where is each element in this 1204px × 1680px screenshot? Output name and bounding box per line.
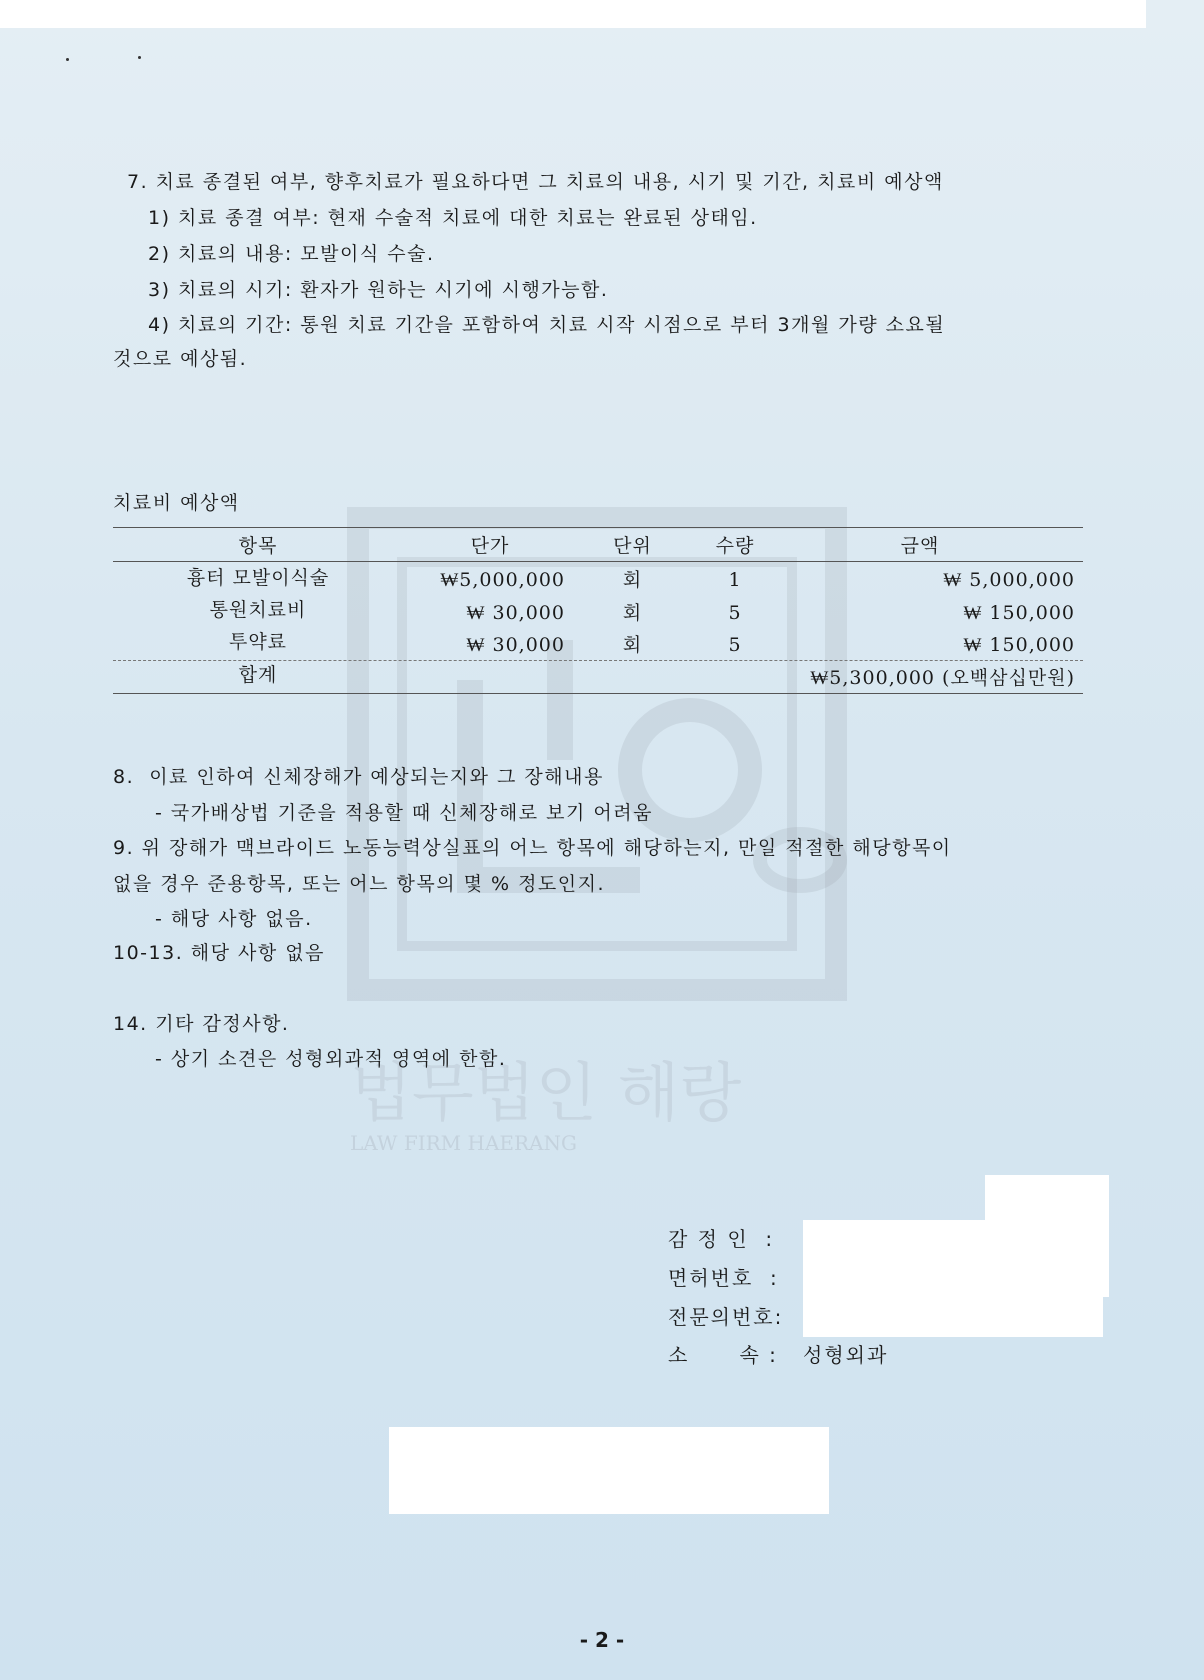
table-row-3-item: 투약료 <box>228 631 288 653</box>
table-row-3-amount: ₩ 150,000 <box>963 634 1075 656</box>
scan-speck <box>66 58 69 61</box>
table-row-2-price: ₩ 30,000 <box>466 602 565 624</box>
scan-speck <box>138 56 141 59</box>
table-row-3-qty: 5 <box>728 634 742 656</box>
affiliation-label: 소 속 : <box>668 1343 778 1367</box>
table-total-rule <box>113 660 1083 661</box>
header-amount: 금액 <box>900 535 940 557</box>
table-row-2-qty: 5 <box>728 602 742 624</box>
section8-answer: - 국가배상법 기준을 적용할 때 신체장해로 보기 어려움 <box>155 802 653 824</box>
table-row-2-amount: ₩ 150,000 <box>963 602 1075 624</box>
section9-line2: 없을 경우 준용항목, 또는 어느 항목의 몇 % 정도인지. <box>113 873 606 895</box>
section9-line1: 9. 위 장해가 맥브라이드 노동능력상실표의 어느 항목에 해당하는지, 만일 적절한 해당항목이 <box>113 837 952 859</box>
license-number-label: 면허번호 : <box>668 1266 779 1290</box>
table-row-1-item: 흉터 모발이식술 <box>186 567 330 589</box>
section8-heading: 8. 이료 인하여 신체장해가 예상되는지와 그 장해내용 <box>113 766 604 788</box>
watermark-english-text: LAW FIRM HAERANG <box>350 1131 577 1155</box>
section7-item4-line1: 4) 치료의 기간: 통원 치료 기간을 포함하여 치료 시작 시점으로 부터 3개월 가량 소요될 <box>148 314 946 336</box>
table-row-3-unit: 회 <box>622 634 643 656</box>
affiliation-value: 성형외과 <box>803 1343 889 1367</box>
header-price: 단가 <box>470 535 510 557</box>
section7-item2: 2) 치료의 내용: 모발이식 수술. <box>148 243 435 265</box>
section10-13: 10-13. 해당 사항 없음 <box>113 942 325 964</box>
redaction-box <box>389 1427 829 1514</box>
table-bottom-rule <box>113 693 1083 694</box>
section14-heading: 14. 기타 감정사항. <box>113 1013 290 1035</box>
section7-item3: 3) 치료의 시기: 환자가 원하는 시기에 시행가능함. <box>148 279 609 301</box>
table-row-3-price: ₩ 30,000 <box>466 634 565 656</box>
header-qty: 수량 <box>715 535 755 557</box>
section7-heading: 7. 치료 종결된 여부, 향후치료가 필요하다면 그 치료의 내용, 시기 및 기간, 치료비 예상액 <box>127 171 944 193</box>
table-row-1-price: ₩5,000,000 <box>440 569 565 591</box>
appraiser-label: 감 정 인 : <box>668 1227 775 1251</box>
top-blank-strip <box>0 0 1146 28</box>
section7-item1: 1) 치료 종결 여부: 현재 수술적 치료에 대한 치료는 완료된 상태임. <box>148 207 758 229</box>
specialist-number-label: 전문의번호: <box>668 1305 784 1329</box>
table-top-rule <box>113 527 1083 528</box>
cost-table-title: 치료비 예상액 <box>113 492 240 514</box>
header-item: 항목 <box>238 535 278 557</box>
redaction-box <box>803 1220 1103 1337</box>
page-number: - 2 - <box>579 1628 625 1652</box>
table-row-1-unit: 회 <box>622 569 643 591</box>
table-total-amount: ₩5,300,000 (오백삼십만원) <box>810 667 1075 689</box>
section9-answer: - 해당 사항 없음. <box>155 908 313 930</box>
table-row-1-qty: 1 <box>728 569 742 591</box>
table-row-1-amount: ₩ 5,000,000 <box>943 569 1075 591</box>
table-row-2-unit: 회 <box>622 602 643 624</box>
header-unit: 단위 <box>613 535 652 557</box>
table-total-label: 합계 <box>238 664 278 686</box>
table-header-rule <box>113 561 1083 562</box>
section7-item4-line2: 것으로 예상됨. <box>113 348 248 370</box>
section14-answer: - 상기 소견은 성형외과적 영역에 한함. <box>155 1048 507 1070</box>
table-row-2-item: 통원치료비 <box>209 599 307 621</box>
watermark-korean-text: 법무법인 해랑 <box>350 1057 742 1131</box>
